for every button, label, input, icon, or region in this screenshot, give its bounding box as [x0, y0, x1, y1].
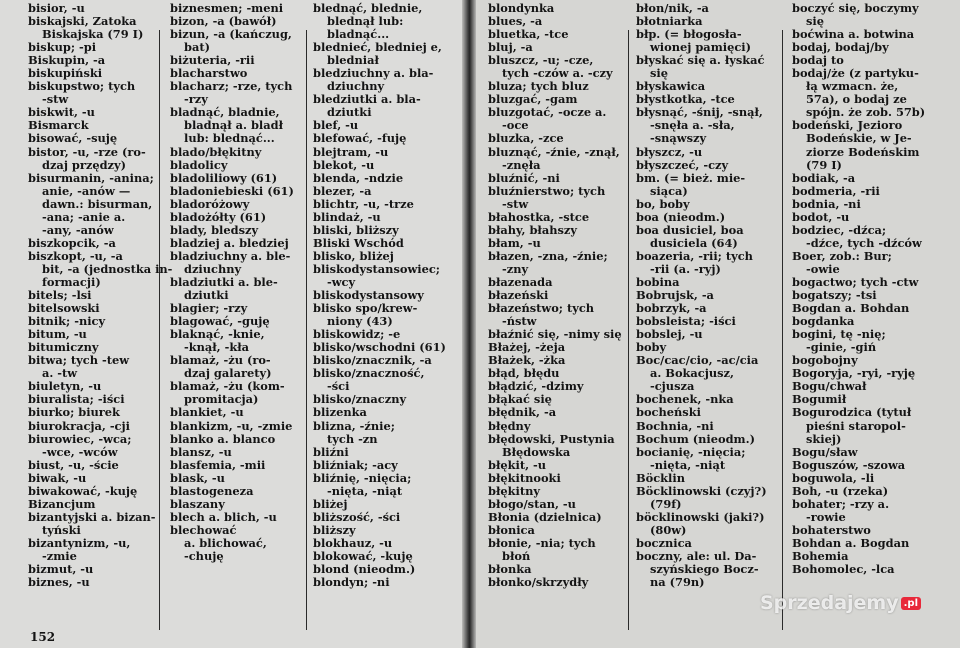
- dictionary-entry: bohater; -rzy a.: [792, 496, 890, 511]
- dictionary-entry: blednąć, blednie,: [313, 1, 423, 15]
- dictionary-entry: blenda, -ndzie: [313, 170, 404, 185]
- dictionary-entry-continuation: -snęła a. -sła,: [650, 118, 735, 133]
- dictionary-entry-continuation: tyński: [42, 522, 81, 537]
- dictionary-entry: błędny: [488, 418, 531, 433]
- dictionary-entry-continuation: bladnął a. bladł: [184, 118, 283, 133]
- dictionary-entry-continuation: a. Bokacjusz,: [650, 366, 734, 381]
- dictionary-entry: błam, -u: [488, 235, 541, 250]
- dictionary-entry: blaszany: [170, 496, 225, 511]
- dictionary-entry: biskajski, Zatoka: [28, 14, 137, 29]
- dictionary-entry: biskupiński: [28, 66, 103, 81]
- dictionary-entry: blasfemia, -mii: [170, 457, 266, 472]
- dictionary-entry: Boguszów, -szowa: [792, 457, 906, 472]
- dictionary-entry-continuation: -zny: [502, 261, 529, 276]
- dictionary-entry: Błażek, -żka: [488, 353, 566, 368]
- dictionary-entry-continuation: -snąwszy: [650, 131, 707, 146]
- dictionary-entry: błąkać się: [488, 392, 552, 407]
- dictionary-entry-continuation: formacji): [42, 274, 101, 289]
- dictionary-entry: błyskawica: [636, 79, 706, 94]
- dictionary-entry: bluznąć, -źnie, -znął,: [488, 144, 620, 159]
- dictionary-entry: błazeński: [488, 288, 549, 303]
- dictionary-column-4: [488, 2, 622, 589]
- dictionary-entry: blichtr, -u, -trze: [313, 196, 414, 211]
- dictionary-entry: biuletyn, -u: [28, 379, 102, 394]
- dictionary-entry: bladziej a. bledziej: [170, 235, 289, 250]
- dictionary-entry: boa dusiciel, boa: [636, 222, 744, 237]
- dictionary-entry: blisko/wschodni (61): [313, 340, 446, 355]
- dictionary-entry: biznes, -u: [28, 575, 90, 590]
- dictionary-entry-continuation: tych -czów a. -czy: [502, 66, 613, 81]
- dictionary-entry: blamaż, -żu (kom-: [170, 379, 285, 394]
- dictionary-entry: bladnąć, bladnie,: [170, 105, 280, 120]
- dictionary-entry: blizna, -źnie;: [313, 418, 395, 433]
- dictionary-entry: bodot, -u: [792, 209, 850, 224]
- dictionary-entry-continuation: szyńskiego Bocz-: [650, 562, 759, 577]
- column-divider: [159, 30, 160, 630]
- dictionary-entry: Bizancjum: [28, 496, 96, 511]
- dictionary-entry: blejtram, -u: [313, 144, 389, 159]
- dictionary-entry: blefować, -fuję: [313, 131, 407, 146]
- column-divider: [782, 30, 783, 630]
- dictionary-entry: Bogumił: [792, 392, 847, 407]
- dictionary-column-6: [792, 2, 934, 576]
- dictionary-entry: bliższość, -ści: [313, 509, 401, 524]
- dictionary-entry: bitwa; tych -tew: [28, 353, 130, 368]
- dictionary-entry: blaknąć, -knie,: [170, 327, 265, 342]
- dictionary-entry: bluźnić, -ni: [488, 170, 560, 185]
- dictionary-entry: bisior, -u: [28, 1, 85, 15]
- dictionary-column-5: [636, 2, 776, 589]
- dictionary-entry: bodeński, Jezioro: [792, 118, 903, 133]
- dictionary-entry: boczyć się, boczymy: [792, 1, 919, 15]
- dictionary-entry: bogini, tę -nię;: [792, 327, 886, 342]
- dictionary-entry: blansz, -u: [170, 444, 232, 459]
- dictionary-entry: błogo/stan, -u: [488, 496, 576, 511]
- dictionary-entry: blastogeneza: [170, 483, 254, 498]
- dictionary-entry: błyskać się a. łyskać: [636, 53, 765, 68]
- dictionary-entry: blokować, -kuję: [313, 548, 413, 563]
- dictionary-entry: blankiet, -u: [170, 405, 244, 420]
- dictionary-entry-continuation: pieśni staropol-: [806, 418, 906, 433]
- dictionary-entry-continuation: -ści: [327, 379, 350, 394]
- dictionary-entry-continuation: tych -zn: [327, 431, 378, 446]
- dictionary-entry: błędnik, -a: [488, 405, 557, 420]
- dictionary-entry-continuation: Biskajska (79 I): [42, 27, 144, 42]
- dictionary-entry: bisurmanin, -anina;: [28, 170, 154, 185]
- dictionary-entry-continuation: blednął lub:: [327, 14, 404, 29]
- page-number: 152: [30, 630, 56, 644]
- dictionary-entry-continuation: bladnąć...: [327, 27, 390, 42]
- dictionary-entry-continuation: dzaj galarety): [184, 366, 272, 381]
- dictionary-entry: blezer, -a: [313, 183, 372, 198]
- dictionary-entry-continuation: błoń: [502, 548, 531, 563]
- dictionary-entry: bobsleista; -iści: [636, 314, 736, 329]
- dictionary-entry: bocznica: [636, 535, 692, 550]
- dictionary-entry: Bobrujsk, -a: [636, 288, 714, 303]
- dictionary-entry: błyszcz, -u: [636, 144, 703, 159]
- dictionary-entry: blechować: [170, 522, 237, 537]
- dictionary-entry: bliższy: [313, 522, 356, 537]
- dictionary-entry-continuation: -nięta, -niąt: [327, 483, 403, 498]
- dictionary-entry: boby: [636, 340, 667, 355]
- column-divider: [628, 30, 629, 630]
- dictionary-entry: bodiak, -a: [792, 170, 856, 185]
- dictionary-entry-continuation: anie, -anów —: [42, 183, 131, 198]
- dictionary-entry: bliskowidz; -e: [313, 327, 401, 342]
- dictionary-entry-continuation: spójn. że zob. 57b): [806, 105, 926, 120]
- dictionary-entry: blisko/znacznik, -a: [313, 353, 432, 368]
- dictionary-entry-continuation: się: [650, 66, 668, 81]
- dictionary-entry: biszkopcik, -a: [28, 235, 116, 250]
- dictionary-entry: bobrzyk, -a: [636, 301, 707, 316]
- dictionary-entry: błękitnooki: [488, 470, 561, 485]
- dictionary-entry: biurokracja, -cji: [28, 418, 130, 433]
- dictionary-entry: Boh, -u (rzeka): [792, 483, 889, 498]
- column-divider: [306, 30, 307, 630]
- dictionary-entry: bladziuchny a. ble-: [170, 248, 291, 263]
- dictionary-entry: Bogoryja, -ryi, -ryję: [792, 366, 916, 381]
- dictionary-entry: Bohomolec, -lca: [792, 562, 895, 577]
- dictionary-entry: błahostka, -stce: [488, 209, 590, 224]
- dictionary-entry-continuation: -rii (a. -ryj): [650, 261, 721, 276]
- dictionary-entry: Bochnia, -ni: [636, 418, 714, 433]
- dictionary-entry: błystkotka, -tce: [636, 92, 735, 107]
- dictionary-entry-continuation: siąca): [650, 183, 688, 198]
- dictionary-entry: biszkopt, -u, -a: [28, 248, 123, 263]
- dictionary-entry-continuation: bit, -a (jednostka in-: [42, 261, 173, 276]
- dictionary-entry: błonko/skrzydły: [488, 575, 589, 590]
- dictionary-entry-continuation: ziorze Bodeńskim: [806, 144, 920, 159]
- dictionary-entry-continuation: (80w): [650, 522, 687, 537]
- dictionary-column-2: [170, 2, 304, 563]
- dictionary-entry: bogobojny: [792, 353, 858, 368]
- dictionary-entry: błąd, błędu: [488, 366, 560, 381]
- dictionary-entry: bledziutki a. bla-: [313, 92, 421, 107]
- dictionary-entry-continuation: -zmie: [42, 548, 77, 563]
- dictionary-entry: bogactwo; tych -ctw: [792, 274, 919, 289]
- dictionary-entry-continuation: -wce, -wców: [42, 444, 118, 459]
- dictionary-entry: bodnia, -ni: [792, 196, 861, 211]
- dictionary-entry: bogdanka: [792, 314, 855, 329]
- dictionary-entry: Bogdan a. Bohdan: [792, 301, 910, 316]
- dictionary-entry: bistor, -u, -rze (ro-: [28, 144, 146, 159]
- dictionary-entry-continuation: dawn.: bisurman,: [42, 196, 153, 211]
- dictionary-entry: blondynka: [488, 1, 555, 15]
- dictionary-entry: bocianię, -nięcia;: [636, 444, 746, 459]
- dictionary-entry: boćwina a. botwina: [792, 27, 915, 42]
- dictionary-entry-continuation: a. blichować,: [184, 535, 267, 550]
- dictionary-entry: błonka: [488, 562, 532, 577]
- dictionary-entry: blednieć, bledniej e,: [313, 40, 442, 55]
- dictionary-entry-continuation: -stw: [502, 196, 529, 211]
- dictionary-entry: błazen, -zna, -źnie;: [488, 248, 608, 263]
- dictionary-entry-continuation: lub: blednąć...: [184, 131, 275, 146]
- dictionary-entry: Bliski Wschód: [313, 235, 404, 250]
- dictionary-entry: bizantynizm, -u,: [28, 535, 131, 550]
- dictionary-entry-continuation: łą wzmacn. że,: [806, 79, 899, 94]
- dictionary-entry: bitels; -lsi: [28, 288, 92, 303]
- dictionary-entry-continuation: -rzy: [184, 92, 208, 107]
- watermark-badge: .pl: [901, 597, 921, 610]
- dictionary-entry-continuation: dziuchny: [327, 79, 385, 94]
- dictionary-entry: Böcklinowski (czyj?): [636, 483, 767, 498]
- dictionary-entry: bizantyjski a. bizan-: [28, 509, 156, 524]
- dictionary-entry: blacharstwo: [170, 66, 248, 81]
- dictionary-entry: bitumiczny: [28, 340, 99, 355]
- dictionary-entry: bodziec, -dźca;: [792, 222, 887, 237]
- dictionary-entry: bluszcz, -u; -cze,: [488, 53, 594, 68]
- dictionary-entry: bohaterstwo: [792, 522, 871, 537]
- dictionary-entry: blekot, -u: [313, 157, 375, 172]
- dictionary-entry: błysnąć, -śnij, -snął,: [636, 105, 763, 120]
- dictionary-entry: Böcklin: [636, 470, 685, 485]
- dictionary-entry-continuation: dziuchny: [184, 261, 242, 276]
- dictionary-entry-continuation: (79 I): [806, 157, 842, 172]
- dictionary-entry-continuation: promitacja): [184, 392, 259, 407]
- dictionary-entry: Błażej, -żeja: [488, 340, 566, 355]
- dictionary-entry: błahy, błahszy: [488, 222, 577, 237]
- dictionary-entry: biskup; -pi: [28, 40, 97, 55]
- dictionary-entry: bladoliliowy (61): [170, 170, 278, 185]
- dictionary-entry-continuation: (79f): [650, 496, 682, 511]
- dictionary-entry: blech a. blich, -u: [170, 509, 277, 524]
- dictionary-entry: bodaj to: [792, 53, 844, 68]
- dictionary-entry: biuralista; -iści: [28, 392, 125, 407]
- dictionary-entry-continuation: -rowie: [806, 509, 846, 524]
- dictionary-entry: blamaż, -żu (ro-: [170, 353, 271, 368]
- dictionary-entry-continuation: 57a), o bodaj ze: [806, 92, 907, 107]
- dictionary-column-1: [28, 1, 173, 590]
- dictionary-entry-continuation: Bodeńskie, w Je-: [806, 131, 912, 146]
- dictionary-entry: błądzić, -dzimy: [488, 379, 584, 394]
- dictionary-entry: blisko/znaczny: [313, 392, 407, 407]
- dictionary-entry: bladziutki a. ble-: [170, 274, 278, 289]
- dictionary-entry: bluzgotać, -ocze a.: [488, 105, 607, 120]
- dictionary-entry-continuation: -knął, -kła: [184, 340, 249, 355]
- dictionary-entry-continuation: -wcy: [327, 274, 356, 289]
- dictionary-entry: bogatszy; -tsi: [792, 288, 877, 303]
- dictionary-entry-continuation: na (79n): [650, 575, 705, 590]
- dictionary-entry-continuation: dzaj przędzy): [42, 157, 127, 172]
- dictionary-entry: błon/nik, -a: [636, 1, 709, 15]
- dictionary-entry-continuation: się: [806, 14, 824, 29]
- dictionary-entry: blef, -u: [313, 118, 359, 133]
- dictionary-entry-continuation: -chuję: [184, 548, 224, 563]
- dictionary-entry: boczny, ale: ul. Da-: [636, 548, 757, 563]
- dictionary-entry: bliskodystansowiec;: [313, 261, 440, 276]
- dictionary-entry: bliźniak; -acy: [313, 457, 398, 472]
- dictionary-entry: Bogu/chwał: [792, 379, 867, 394]
- dictionary-entry-continuation: -nięta, -niąt: [650, 457, 726, 472]
- dictionary-entry: bliski, bliższy: [313, 222, 399, 237]
- dictionary-entry: błonie, -nia; tych: [488, 535, 596, 550]
- dictionary-entry: bodaj/że (z partyku-: [792, 66, 919, 81]
- dictionary-entry: błędowski, Pustynia: [488, 431, 615, 446]
- dictionary-entry: Bogurodzica (tytuł: [792, 405, 912, 420]
- dictionary-entry: blankizm, -u, -zmie: [170, 418, 293, 433]
- dictionary-entry: Bohemia: [792, 548, 849, 563]
- dictionary-entry: bluzka, -zce: [488, 131, 564, 146]
- dictionary-entry: błonica: [488, 522, 535, 537]
- dictionary-entry: bobina: [636, 274, 680, 289]
- dictionary-entry: bluźnierstwo; tych: [488, 183, 606, 198]
- dictionary-entry: bluza; tych bluz: [488, 79, 589, 94]
- dictionary-entry: blisko/znaczność,: [313, 366, 425, 381]
- dictionary-entry: blondyn; -ni: [313, 575, 390, 590]
- dictionary-entry: blokhauz, -u: [313, 535, 393, 550]
- dictionary-entry: błazeństwo; tych: [488, 301, 595, 316]
- dictionary-entry: blacharz; -rze, tych: [170, 79, 293, 94]
- dictionary-entry: Boer, zob.: Bur;: [792, 248, 892, 263]
- dictionary-entry-continuation: -dźce, tych -dźców: [806, 235, 922, 250]
- dictionary-entry: blisko spo/krew-: [313, 301, 418, 316]
- dictionary-entry: blisko, bliżej: [313, 248, 394, 263]
- dictionary-entry: bluj, -a: [488, 40, 533, 55]
- dictionary-entry: bm. (= bież. mie-: [636, 170, 746, 185]
- dictionary-entry: bluetka, -tce: [488, 27, 569, 42]
- dictionary-entry-continuation: -stw: [42, 92, 69, 107]
- dictionary-entry: biurowiec, -wca;: [28, 431, 132, 446]
- dictionary-entry: biwak, -u: [28, 470, 87, 485]
- dictionary-entry: bocheński: [636, 405, 701, 420]
- dictionary-entry: biskwit, -u: [28, 105, 95, 120]
- dictionary-entry: blask, -u: [170, 470, 225, 485]
- dictionary-entry: bo, boby: [636, 196, 690, 211]
- dictionary-entry: bliźni: [313, 444, 349, 459]
- dictionary-entry: Bohdan a. Bogdan: [792, 535, 910, 550]
- dictionary-entry-continuation: bat): [184, 40, 210, 55]
- dictionary-entry-continuation: dusiciela (64): [650, 235, 738, 250]
- dictionary-entry: boguwola, -li: [792, 470, 875, 485]
- dictionary-entry: błp. (= błogosła-: [636, 27, 742, 42]
- dictionary-entry: bodmeria, -rii: [792, 183, 880, 198]
- dictionary-entry-continuation: -any, -anów: [42, 222, 114, 237]
- dictionary-entry-continuation: -ństw: [502, 314, 537, 329]
- dictionary-entry: bliźnię, -nięcia;: [313, 470, 412, 485]
- dictionary-entry-continuation: skiej): [806, 431, 842, 446]
- dictionary-entry: biust, -u, -ście: [28, 457, 119, 472]
- dictionary-entry-continuation: -oce: [502, 118, 529, 133]
- dictionary-entry: biskupstwo; tych: [28, 79, 136, 94]
- dictionary-entry: boazeria, -rii; tych: [636, 248, 753, 263]
- dictionary-entry: Biskupin, -a: [28, 53, 106, 68]
- watermark-text: Sprzedajemy: [760, 592, 899, 614]
- dictionary-entry: blanko a. blanco: [170, 431, 276, 446]
- dictionary-entry: bitum, -u: [28, 327, 87, 342]
- dictionary-entry: bliskodystansowy: [313, 288, 424, 303]
- dictionary-entry-continuation: dziutki: [184, 288, 229, 303]
- dictionary-entry: Boc/cac/cio, -ac/cia: [636, 353, 759, 368]
- dictionary-entry-continuation: -ana; -anie a.: [42, 209, 126, 224]
- dictionary-entry: bizun, -a (kańczug,: [170, 27, 292, 42]
- dictionary-entry: blond (nieodm.): [313, 562, 416, 577]
- dictionary-entry-continuation: dziutki: [327, 105, 372, 120]
- dictionary-entry-continuation: niony (43): [327, 314, 393, 329]
- dictionary-entry: błękit, -u: [488, 457, 547, 472]
- dictionary-entry-continuation: a. -tw: [42, 366, 78, 381]
- dictionary-entry: bliżej: [313, 496, 348, 511]
- dictionary-entry: blizenka: [313, 405, 367, 420]
- dictionary-entry: błyszczeć, -czy: [636, 157, 729, 172]
- dictionary-entry: bobslej, -u: [636, 327, 703, 342]
- dictionary-entry: błękitny: [488, 483, 540, 498]
- dictionary-entry: bladoróżowy: [170, 196, 250, 211]
- dictionary-entry-continuation: Błędowska: [502, 444, 571, 459]
- dictionary-entry: biwakować, -kuję: [28, 483, 138, 498]
- dictionary-entry: biurko; biurek: [28, 405, 120, 420]
- dictionary-entry: biznesmen; -meni: [170, 1, 284, 15]
- dictionary-column-3: [313, 2, 459, 589]
- dictionary-entry: bitnik; -nicy: [28, 314, 106, 329]
- dictionary-entry-continuation: wionej pamięci): [650, 40, 751, 55]
- dictionary-entry: bizmut, -u: [28, 562, 94, 577]
- dictionary-entry: bledziuchny a. bla-: [313, 66, 434, 81]
- dictionary-entry: blado/błękitny: [170, 144, 262, 159]
- watermark-logo: [760, 592, 921, 614]
- dictionary-entry: błotniarka: [636, 14, 703, 29]
- dictionary-entry: bochenek, -nka: [636, 392, 734, 407]
- dictionary-entry: bladożółty (61): [170, 209, 267, 224]
- dictionary-entry: blady, bledszy: [170, 222, 259, 237]
- dictionary-entry: bladoniebieski (61): [170, 183, 294, 198]
- dictionary-entry-continuation: bledniał: [327, 53, 379, 68]
- dictionary-entry: blindaż, -u: [313, 209, 381, 224]
- dictionary-entry: blagować, -guję: [170, 314, 270, 329]
- dictionary-entry: böcklinowski (jaki?): [636, 509, 765, 524]
- dictionary-entry: bladolicy: [170, 157, 228, 172]
- dictionary-entry: bluzgać, -gam: [488, 92, 578, 107]
- dictionary-entry: Bochum (nieodm.): [636, 431, 755, 446]
- dictionary-entry: blagier; -rzy: [170, 301, 248, 316]
- book-spine-gutter: [462, 0, 476, 648]
- dictionary-entry: błaźnić się, -nimy się: [488, 327, 622, 342]
- dictionary-entry: biżuteria, -rii: [170, 53, 255, 68]
- dictionary-entry: blues, -a: [488, 14, 543, 29]
- dictionary-entry: bodaj, bodaj/by: [792, 40, 889, 55]
- dictionary-entry-continuation: -owie: [806, 261, 840, 276]
- dictionary-entry: bisować, -suję: [28, 131, 118, 146]
- dictionary-entry-continuation: -ginie, -giń: [806, 340, 877, 355]
- dictionary-entry-continuation: -znęła: [502, 157, 541, 172]
- dictionary-entry: Bismarck: [28, 118, 89, 133]
- dictionary-entry: bizon, -a (bawół): [170, 14, 277, 29]
- dictionary-entry: boa (nieodm.): [636, 209, 726, 224]
- dictionary-entry-continuation: -cjusza: [650, 379, 695, 394]
- dictionary-entry: błazenada: [488, 274, 553, 289]
- dictionary-entry: Błonia (dzielnica): [488, 509, 602, 524]
- dictionary-entry: bitelsowski: [28, 301, 100, 316]
- dictionary-entry: Bogu/sław: [792, 444, 858, 459]
